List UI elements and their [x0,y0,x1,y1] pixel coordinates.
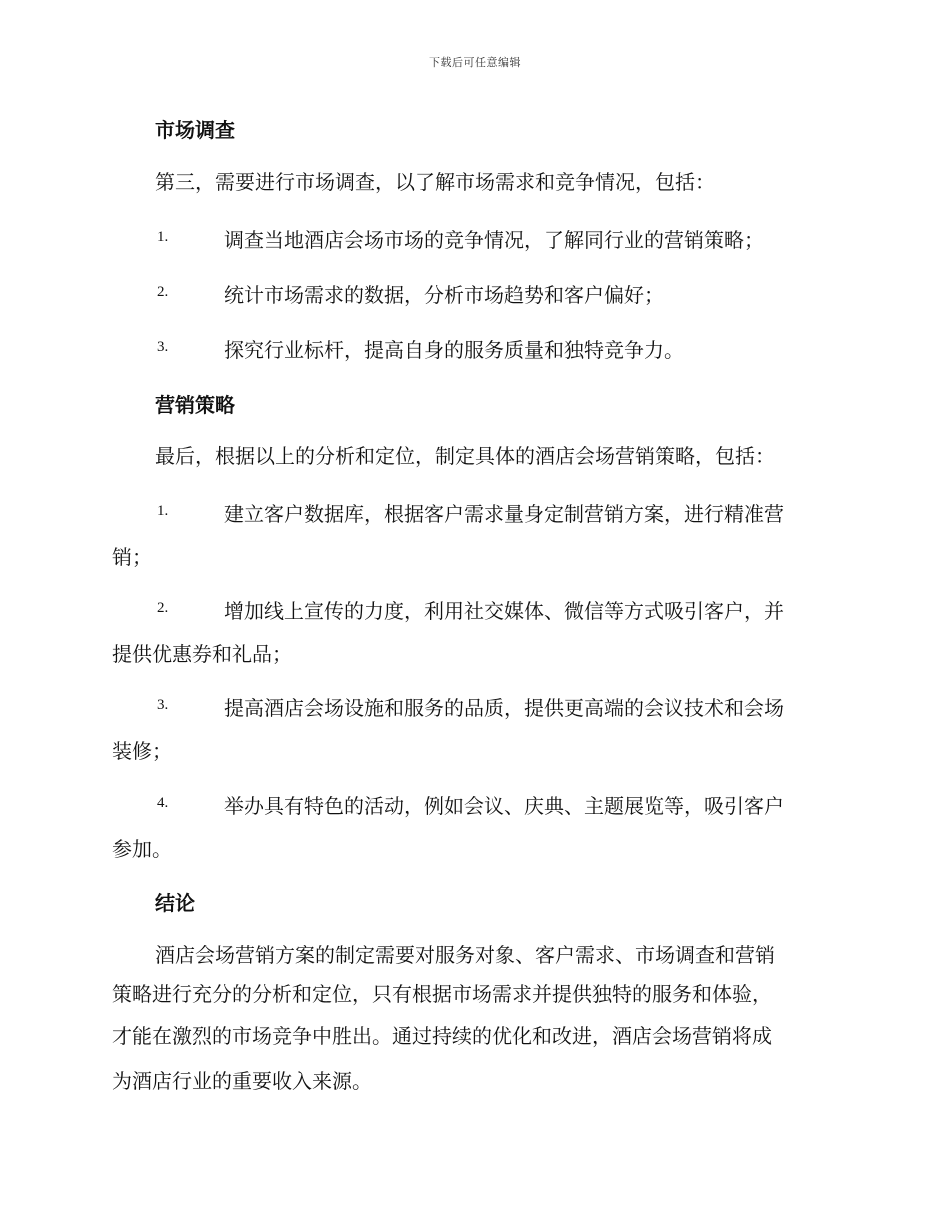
list-number: 2. [157,600,169,616]
list-item-text: 提高酒店会场设施和服务的品质，提供更高端的会议技术和会场 [224,696,784,720]
conclusion-line: 才能在激烈的市场竞争中胜出。通过持续的优化和改进，酒店会场营销将成 [112,1024,772,1048]
conclusion-line: 为酒店行业的重要收入来源。 [112,1069,372,1093]
list-item-text: 举办具有特色的活动，例如会议、庆典、主题展览等，吸引客户 [224,794,784,818]
list-item-text: 建立客户数据库，根据客户需求量身定制营销方案，进行精准营 [224,502,784,526]
list-number: 3. [157,697,169,713]
list-number: 1. [157,503,169,519]
list-item-text: 调查当地酒店会场市场的竞争情况，了解同行业的营销策略； [224,228,764,252]
section-heading-strategy: 营销策略 [155,393,235,417]
list-item-continuation: 提供优惠券和礼品； [112,642,292,666]
section-heading-conclusion: 结论 [155,891,195,915]
section-heading-market: 市场调查 [155,118,235,142]
page-header: 下载后可任意编辑 [429,56,521,69]
market-intro: 第三，需要进行市场调查，以了解市场需求和竞争情况，包括： [155,170,715,194]
strategy-intro: 最后，根据以上的分析和定位，制定具体的酒店会场营销策略，包括： [155,444,775,468]
conclusion-line: 酒店会场营销方案的制定需要对服务对象、客户需求、市场调查和营销 [155,943,775,967]
list-number: 2. [157,284,169,300]
conclusion-line: 策略进行充分的分析和定位，只有根据市场需求并提供独特的服务和体验， [112,982,772,1006]
list-item-continuation: 参加。 [112,837,172,861]
list-item-continuation: 装修； [112,739,172,763]
list-item-continuation: 销； [112,545,152,569]
list-number: 4. [157,795,169,811]
list-item-text: 增加线上宣传的力度，利用社交媒体、微信等方式吸引客户，并 [224,599,784,623]
list-item-text: 探究行业标杆，提高自身的服务质量和独特竞争力。 [224,338,684,362]
list-number: 1. [157,229,169,245]
list-number: 3. [157,339,169,355]
list-item-text: 统计市场需求的数据，分析市场趋势和客户偏好； [224,283,664,307]
